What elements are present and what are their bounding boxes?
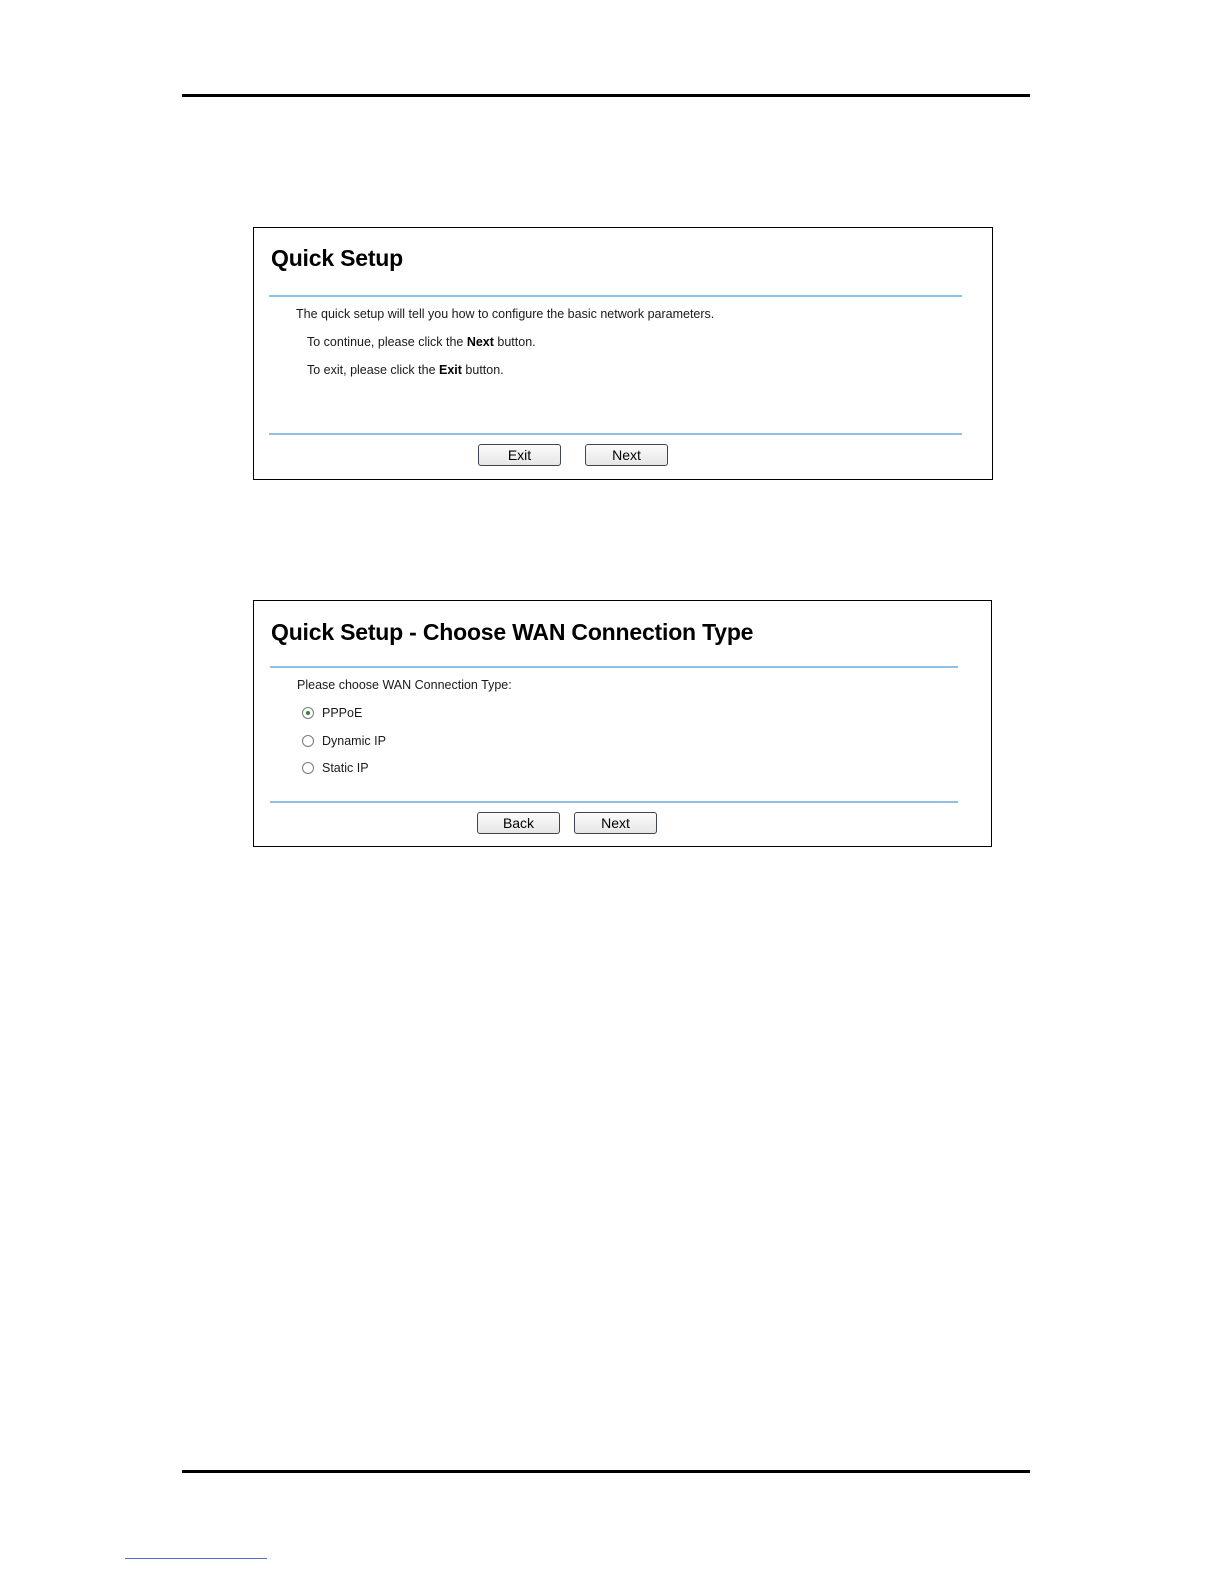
- intro-text: The quick setup will tell you how to configure the basic network parameters.: [296, 307, 715, 321]
- radio-label: Static IP: [322, 761, 369, 775]
- back-button[interactable]: Back: [477, 812, 560, 834]
- continue-prefix: To continue, please click the: [307, 335, 467, 349]
- next-button[interactable]: Next: [574, 812, 657, 834]
- wan-type-panel: [253, 600, 992, 847]
- title-divider: [269, 295, 962, 297]
- radio-option-pppoe[interactable]: [302, 705, 362, 721]
- radio-label: Dynamic IP: [322, 734, 386, 748]
- page-top-rule: [182, 94, 1030, 97]
- exit-suffix: button.: [461, 363, 504, 377]
- quick-setup-title: Quick Setup: [271, 245, 403, 271]
- title-divider: [270, 666, 958, 668]
- exit-instruction: [307, 363, 504, 377]
- page-bottom-rule: [182, 1470, 1030, 1473]
- radio-button-selected[interactable]: [302, 707, 314, 719]
- footer-divider: [269, 433, 962, 435]
- exit-bold: Exit: [439, 363, 462, 377]
- footer-link-underline: [125, 1558, 267, 1559]
- continue-suffix: button.: [493, 335, 536, 349]
- radio-option-static-ip[interactable]: [302, 760, 369, 776]
- continue-bold: Next: [466, 335, 494, 349]
- radio-label: PPPoE: [322, 706, 363, 720]
- radio-option-dynamic-ip[interactable]: [302, 733, 386, 749]
- exit-button[interactable]: Exit: [478, 444, 561, 466]
- footer-divider: [270, 801, 958, 803]
- quick-setup-panel: [253, 227, 993, 480]
- radio-button[interactable]: [302, 762, 314, 774]
- radio-button[interactable]: [302, 735, 314, 747]
- next-button[interactable]: Next: [585, 444, 668, 466]
- wan-type-prompt: Please choose WAN Connection Type:: [297, 678, 512, 692]
- wan-type-title: Quick Setup - Choose WAN Connection Type: [271, 619, 754, 645]
- continue-instruction: [307, 335, 536, 349]
- exit-prefix: To exit, please click the: [307, 363, 440, 377]
